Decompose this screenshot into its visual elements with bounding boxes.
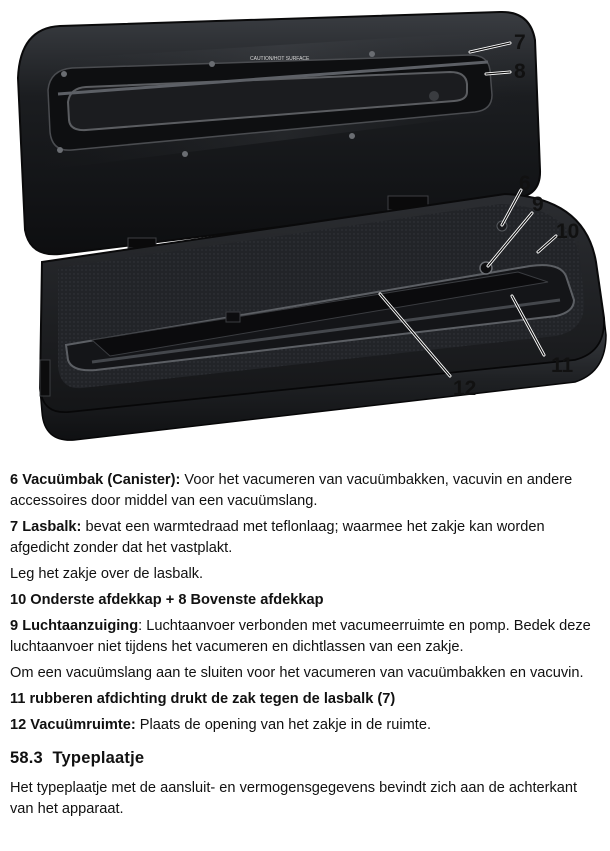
item-text: : Luchtaanvoer verbonden met vacumeerruimte en pomp. Bedek deze luchtaanvoer niet tijdens het vacumeren en dichtlassen van een zakje. bbox=[10, 618, 591, 655]
paragraph-9 bbox=[10, 616, 602, 658]
paragraph-11: 11 rubberen afdichting drukt de zak tegen de lasbalk (7) bbox=[10, 691, 396, 707]
item-number: 9 bbox=[10, 618, 19, 634]
section-number: 58.3 bbox=[10, 749, 43, 767]
item-text: Plaats de opening van het zakje in de ruimte. bbox=[135, 717, 432, 733]
document-body bbox=[10, 470, 602, 825]
item-term: Lasbalk: bbox=[22, 519, 82, 535]
callout-7: 7 bbox=[514, 31, 526, 54]
callout-8: 8 bbox=[514, 60, 526, 83]
item-number: 7 bbox=[10, 519, 19, 535]
callout-6: 6 bbox=[519, 172, 531, 195]
callout-9: 9 bbox=[532, 193, 544, 216]
paragraph-12 bbox=[10, 715, 602, 736]
section-title: Typeplaatje bbox=[52, 749, 145, 767]
item-number: 12 bbox=[10, 717, 27, 733]
callout-10: 10 bbox=[556, 220, 580, 243]
callout-12: 12 bbox=[453, 377, 477, 400]
paragraph-7 bbox=[10, 517, 602, 559]
paragraph-hose: Om een vacuümslang aan te sluiten voor het vacumeren van vacuümbakken en vacuvin. bbox=[10, 665, 584, 681]
section-heading bbox=[10, 749, 602, 768]
paragraph-instruction: Leg het zakje over de lasbalk. bbox=[10, 566, 204, 582]
paragraph-6 bbox=[10, 470, 602, 512]
paragraph-typeplate: Het typeplaatje met de aansluit- en vermogensgegevens bevindt zich aan de achterkant van het apparaat. bbox=[10, 780, 578, 817]
item-term: Vacuümruimte: bbox=[30, 717, 136, 733]
callout-11: 11 bbox=[551, 354, 574, 377]
caution-label: CAUTION/HOT SURFACE bbox=[250, 56, 310, 62]
paragraph-10-8: 10 Onderste afdekkap + 8 Bovenste afdekkap bbox=[10, 592, 324, 608]
item-number: 6 bbox=[10, 472, 19, 488]
item-text: Voor het vacumeren van vacuümbakken, vacuvin en andere accessoires door middel van een vacuümslang. bbox=[10, 472, 573, 509]
item-term: Luchtaanzuiging bbox=[22, 618, 139, 634]
item-term: Vacuümbak (Canister): bbox=[22, 472, 181, 488]
item-text: bevat een warmtedraad met teflonlaag; waarmee het zakje kan worden afgedicht zonder dat het vastplakt. bbox=[10, 519, 545, 556]
